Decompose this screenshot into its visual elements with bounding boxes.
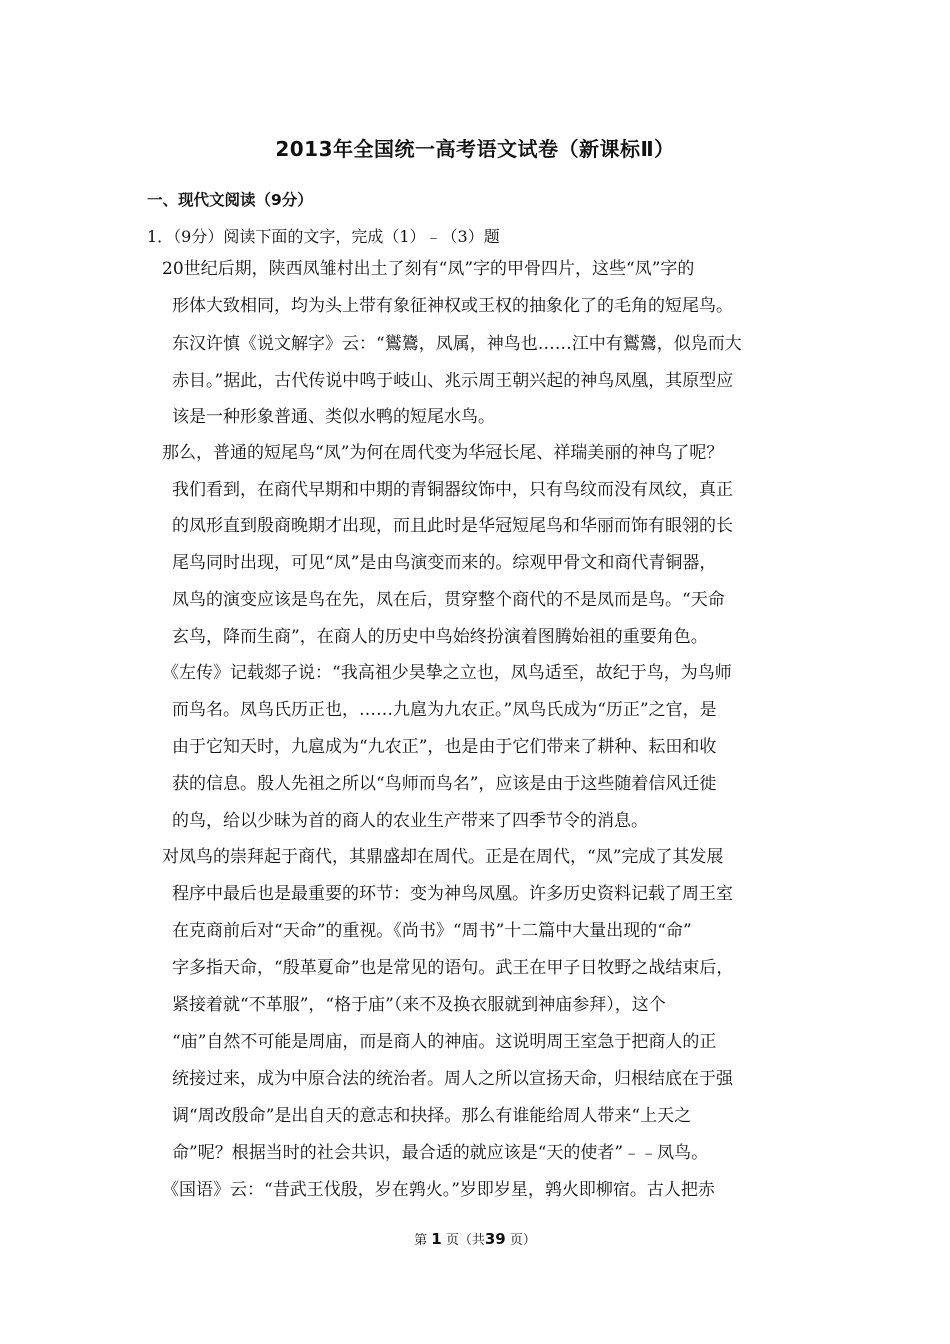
passage-line: 紧接着就“不革服”，“格于庙”（来不及换衣服就到神庙参拜），这个 — [172, 995, 666, 1015]
footer-suffix: 页） — [509, 1233, 536, 1248]
page-footer — [0, 1229, 950, 1248]
passage-line: 统接过来，成为中原合法的统治者。周人之所以宣扬天命，归根结底在于强 — [172, 1069, 733, 1089]
passage-line: 程序中最后也是最重要的环节：变为神鸟凤凰。许多历史资料记载了周王室 — [172, 884, 733, 904]
passage-line: 而鸟名。凤鸟氏历正也，……九扈为九农正。”凤鸟氏成为“历正”之官，是 — [172, 700, 717, 720]
passage-line: 由于它知天时，九扈成为“九农正”，也是由于它们带来了耕种、耘田和收 — [172, 737, 717, 757]
total-page-count: 39 — [484, 1230, 506, 1248]
passage-line: 凤鸟的演变应该是鸟在先，凤在后，贯穿整个商代的不是凤而是鸟。“天命 — [172, 590, 725, 610]
section-heading: 一、现代文阅读（9分） — [147, 191, 313, 209]
passage-line: 《国语》云：“昔武王伐殷，岁在鹑火。”岁即岁星，鹑火即柳宿。古人把赤 — [162, 1180, 715, 1200]
passage-line: 《左传》记载郯子说：“我高祖少昊挚之立也，凤鸟适至，故纪于鸟，为鸟师 — [162, 663, 732, 683]
passage-line: 在克商前后对“天命”的重视。《尚书》“周书”十二篇中大量出现的“命” — [172, 921, 692, 941]
footer-prefix: 第 — [414, 1233, 428, 1248]
document-title: 2013年全国统一高考语文试卷（新课标Ⅱ） — [275, 137, 675, 161]
question-prompt: 1．（9分）阅读下面的文字，完成（1）﹣（3）题 — [147, 227, 500, 246]
passage-line: 赤目。”据此，古代传说中鸣于岐山、兆示周王朝兴起的神鸟凤凰，其原型应 — [172, 371, 734, 391]
passage-line: 形体大致相同，均为头上带有象征神权或王权的抽象化了的毛角的短尾鸟。 — [172, 296, 733, 316]
passage-line: “庙”自然不可能是周庙，而是商人的神庙。这说明周王室急于把商人的正 — [172, 1032, 717, 1052]
current-page-number: 1 — [431, 1230, 442, 1248]
passage-line: 的鸟，给以少昧为首的商人的农业生产带来了四季节令的消息。 — [172, 811, 648, 831]
passage-line: 字多指天命，“殷革夏命”也是常见的语句。武王在甲子日牧野之战结束后， — [172, 958, 734, 978]
passage-line: 的凤形直到殷商晚期才出现，而且此时是华冠短尾鸟和华丽而饰有眼翎的长 — [172, 516, 733, 536]
passage-line: 获的信息。殷人先祖之所以“鸟师而鸟名”，应该是由于这些随着信风迁徙 — [172, 774, 717, 794]
passage-line: 该是一种形象普通、类似水鸭的短尾水鸟。 — [172, 407, 495, 427]
passage-line: 命”呢？根据当时的社会共识，最合适的就应该是“天的使者”﹣﹣凤鸟。 — [172, 1143, 709, 1163]
passage-line: 尾鸟同时出现，可见“凤”是由鸟演变而来的。综观甲骨文和商代青铜器， — [172, 553, 717, 573]
passage-line: 20世纪后期，陕西凤雏村出土了刻有“凤”字的甲骨四片，这些“凤”字的 — [162, 259, 695, 279]
passage-line: 那么，普通的短尾鸟“凤”为何在周代变为华冠长尾、祥瑞美丽的神鸟了呢？ — [162, 443, 724, 463]
footer-middle: 页（共 — [445, 1233, 485, 1248]
passage-line: 对凤鸟的崇拜起于商代，其鼎盛却在周代。正是在周代，“凤”完成了其发展 — [162, 847, 724, 867]
passage-line: 玄鸟，降而生商”，在商人的历史中鸟始终扮演着图腾始祖的重要角色。 — [172, 627, 708, 647]
passage-line: 我们看到，在商代早期和中期的青铜器纹饰中，只有鸟纹而没有凤纹，真正 — [172, 480, 733, 500]
passage-line: 东汉许慎《说文解字》云：“鸑鷟，凤属，神鸟也……江中有鸑鷟，似凫而大 — [172, 334, 742, 354]
passage-line: 调“周改殷命”是出自天的意志和抉择。那么有谁能给周人带来“上天之 — [172, 1106, 692, 1126]
